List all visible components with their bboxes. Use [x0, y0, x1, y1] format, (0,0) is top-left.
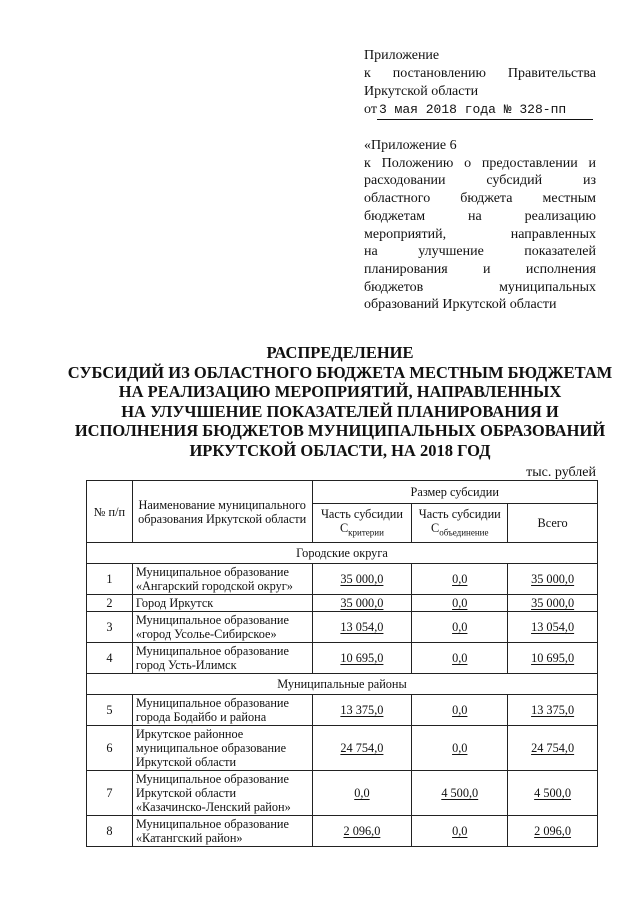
row-total: 24 754,0 [508, 726, 598, 771]
appendix6-line: планирования и исполнения [364, 261, 596, 277]
row-num: 5 [87, 695, 133, 726]
row-part1: 24 754,0 [312, 726, 412, 771]
row-name: Муниципальное образование «Ангарский городской округ» [132, 564, 312, 595]
row-name: Муниципальное образование Иркутской области «Казачинско-Ленский район» [132, 771, 312, 816]
row-total: 13 054,0 [508, 612, 598, 643]
table-row [87, 643, 598, 674]
table-row [87, 695, 598, 726]
row-total: 35 000,0 [508, 595, 598, 612]
header-size: Размер субсидии [312, 481, 597, 504]
header-total: Всего [508, 504, 598, 543]
appendix6-line: расходовании субсидий из [364, 173, 596, 189]
header-name: Наименование муниципального образования Иркутской области [132, 481, 312, 543]
row-name: Иркутское районное муниципальное образование Иркутской области [132, 726, 312, 771]
row-part1: 35 000,0 [312, 564, 412, 595]
appendix6-block [364, 137, 596, 314]
title-line: ИРКУТСКОЙ ОБЛАСТИ, НА 2018 ГОД [189, 440, 491, 460]
appendix6-line: областного бюджета местным [364, 191, 596, 207]
appendix6-line: «Приложение 6 [364, 138, 457, 153]
header-part1-formula: $С_{критерии}$ [339, 520, 384, 538]
row-name: Муниципальное образование город Усть-Илимск [132, 643, 312, 674]
appendix6-line: мероприятий, направленных [364, 226, 596, 242]
row-num: 1 [87, 564, 133, 595]
document-title [60, 343, 620, 460]
row-part1: 2 096,0 [312, 816, 412, 847]
table-row [87, 816, 598, 847]
row-part2: 4 500,0 [412, 771, 508, 816]
row-num: 7 [87, 771, 133, 816]
table-row [87, 771, 598, 816]
row-part1: 13 375,0 [312, 695, 412, 726]
appendix6-line: к Положению о предоставлении и [364, 155, 596, 171]
units-label: тыс. рублей [526, 465, 596, 480]
row-name: Муниципальное образование «Катангский район» [132, 816, 312, 847]
row-name: Муниципальное образование города Бодайбо и района [132, 695, 312, 726]
row-num: 8 [87, 816, 133, 847]
appendix-line: к постановлению Правительства [364, 66, 596, 81]
table-row [87, 612, 598, 643]
row-name: Город Иркутск [132, 595, 312, 612]
header-part2-label: Часть субсидии [418, 506, 501, 521]
appendix-line: Иркутской области [364, 84, 479, 99]
appendix6-line: бюджетов муниципальных [364, 279, 596, 295]
title-line: РАСПРЕДЕЛЕНИЕ [266, 343, 414, 362]
date-value: 3 мая 2018 года № 328-пп [377, 101, 593, 120]
appendix6-line: образований Иркутской области [364, 297, 557, 313]
row-part1: 0,0 [312, 771, 412, 816]
appendix6-line: бюджетам на реализацию [364, 208, 596, 224]
row-num: 2 [87, 595, 133, 612]
appendix-date-row [364, 101, 596, 120]
header-part1 [312, 504, 412, 543]
row-part2: 0,0 [412, 564, 508, 595]
date-prefix: от [364, 102, 377, 117]
header-part1-label: Часть субсидии [320, 506, 403, 521]
appendix6-line: на улучшение показателей [364, 244, 596, 260]
title-line: СУБСИДИЙ ИЗ ОБЛАСТНОГО БЮДЖЕТА МЕСТНЫМ БЮДЖЕТАМ [67, 362, 613, 382]
row-part2: 0,0 [412, 726, 508, 771]
section-city-districts: Городские округа [87, 543, 598, 564]
title-line: НА РЕАЛИЗАЦИЮ МЕРОПРИЯТИЙ, НАПРАВЛЕННЫХ [118, 382, 562, 401]
row-num: 4 [87, 643, 133, 674]
table-row [87, 564, 598, 595]
subsidy-table [86, 480, 598, 847]
row-total: 10 695,0 [508, 643, 598, 674]
row-part2: 0,0 [412, 612, 508, 643]
title-line: ИСПОЛНЕНИЯ БЮДЖЕТОВ МУНИЦИПАЛЬНЫХ ОБРАЗОВАНИЙ [74, 421, 606, 440]
header-num: № п/п [87, 481, 133, 543]
row-name: Муниципальное образование «город Усолье-Сибирское» [132, 612, 312, 643]
row-part2: 0,0 [412, 643, 508, 674]
row-part2: 0,0 [412, 816, 508, 847]
appendix-header [364, 47, 596, 120]
row-total: 4 500,0 [508, 771, 598, 816]
header-part2 [412, 504, 508, 543]
row-part2: 0,0 [412, 695, 508, 726]
row-total: 13 375,0 [508, 695, 598, 726]
header-part2-formula: $С_{объединение}$ [431, 520, 489, 538]
row-part1: 13 054,0 [312, 612, 412, 643]
row-part1: 35 000,0 [312, 595, 412, 612]
appendix-line: Приложение [364, 48, 440, 63]
row-num: 6 [87, 726, 133, 771]
row-part1: 10 695,0 [312, 643, 412, 674]
section-municipal-districts: Муниципальные районы [87, 674, 598, 695]
table-row [87, 726, 598, 771]
row-total: 35 000,0 [508, 564, 598, 595]
table-row [87, 595, 598, 612]
title-line: НА УЛУЧШЕНИЕ ПОКАЗАТЕЛЕЙ ПЛАНИРОВАНИЯ И [121, 401, 559, 421]
row-num: 3 [87, 612, 133, 643]
row-total: 2 096,0 [508, 816, 598, 847]
row-part2: 0,0 [412, 595, 508, 612]
